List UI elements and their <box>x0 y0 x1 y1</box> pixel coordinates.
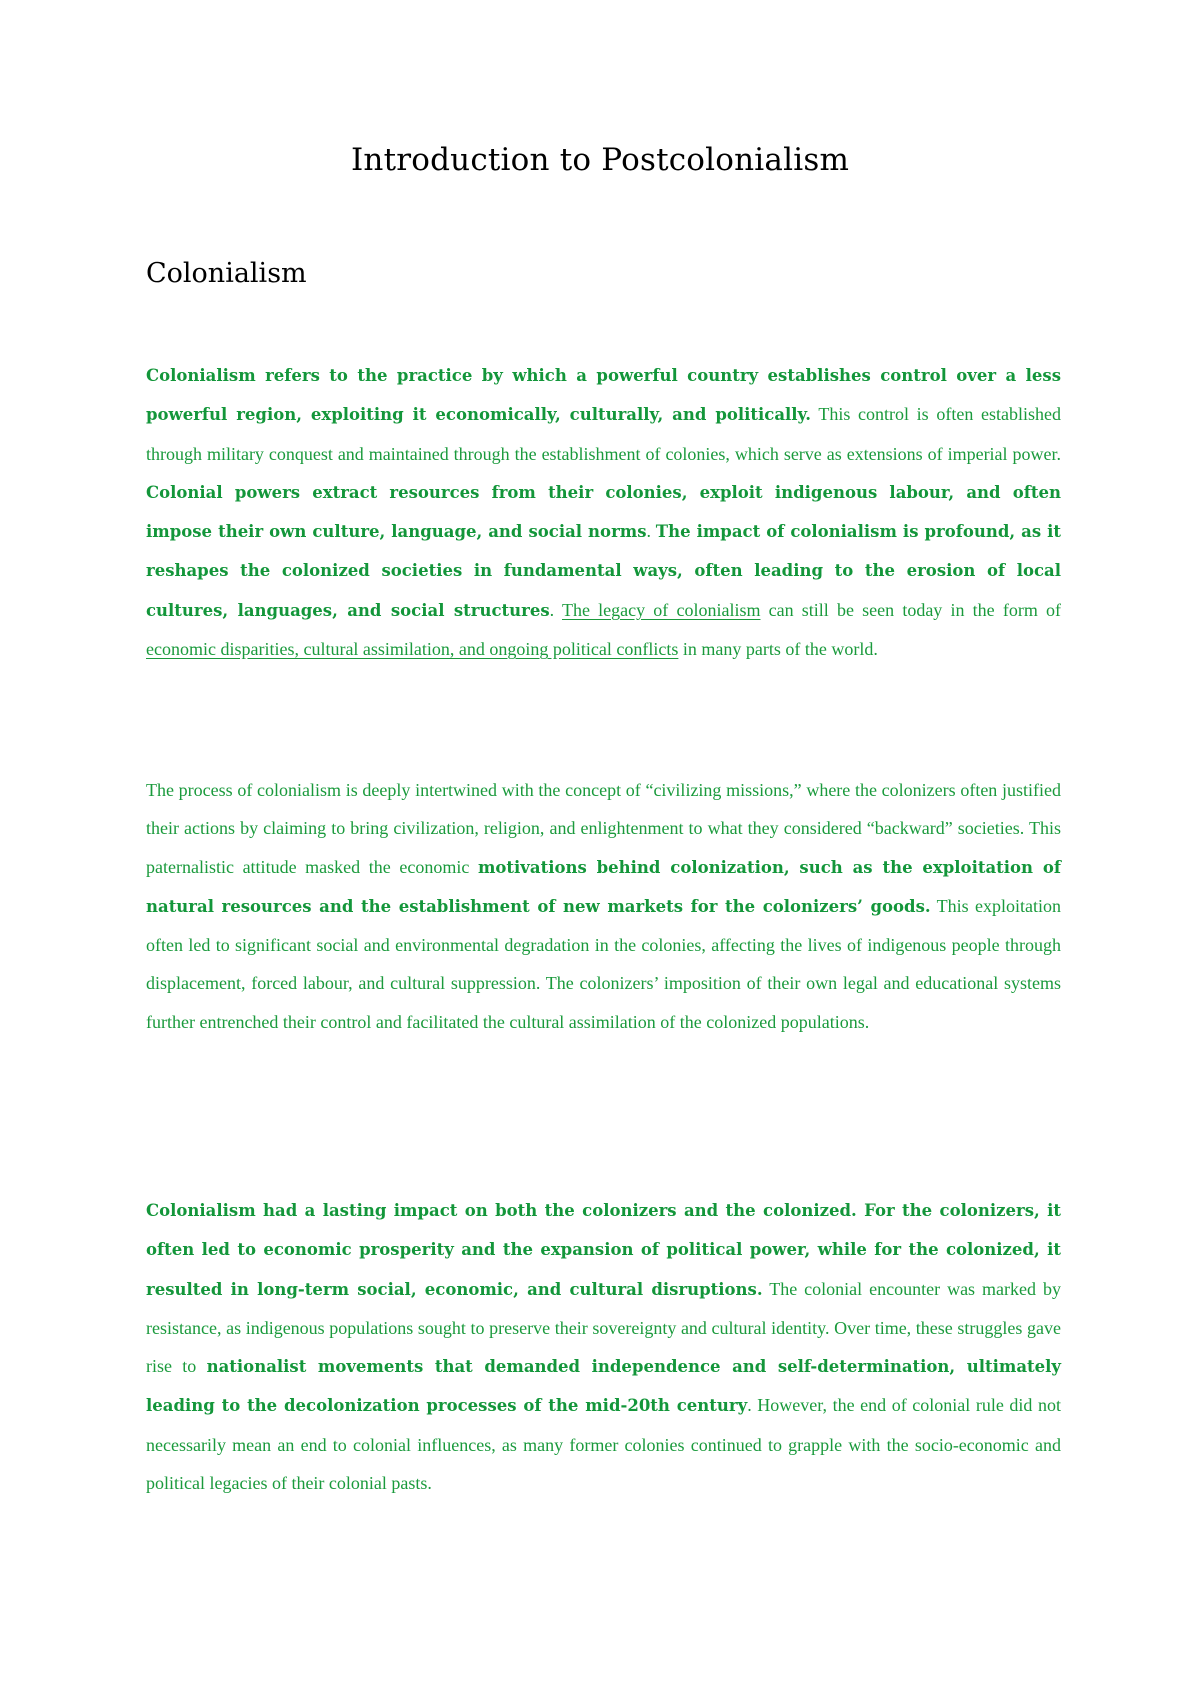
text-run: This control is often established through military conquest and maintained through the establishment of colonies, which serve as extensions of imperial power. <box>146 404 1061 464</box>
bold-text: Colonial powers extract resources from their colonies, exploit indigenous labour, and often impose their own culture, language, and social norms <box>146 482 1061 542</box>
text-run: can still be seen today in the form of <box>760 599 1061 620</box>
text-run: The colonial encounter was marked by resistance, as indigenous populations sought to preserve their sovereignty and cultural identity. Over time, these struggles gave rise to <box>146 1278 1061 1377</box>
text-run: This exploitation often led to significant social and environmental degradation in the colonies, affecting the lives of indigenous people through displacement, forced labour, and cultural suppression. The colonizers’ imposition of their own legal and educational systems further entrenched their control and facilitated the cultural assimilation of the colonized populations. <box>146 895 1061 1032</box>
page-title: Introduction to Postcolonialism <box>350 142 850 178</box>
text-run: . <box>549 599 562 620</box>
section-heading: Colonialism <box>146 258 307 289</box>
text-run: in many parts of the world. <box>678 639 878 660</box>
paragraph <box>146 356 1061 668</box>
bold-text: The impact of colonialism is profound, as it reshapes the colonized societies in fundamental ways, often leading to the erosion of local cultures, languages, and social structures <box>146 522 1062 620</box>
bold-text: nationalist movements that demanded independence and self-determination, ultimately leading to the decolonization processes of the mid-20th century <box>146 1357 1061 1416</box>
underlined-text: economic disparities, cultural assimilation, and ongoing political conflicts <box>146 639 679 660</box>
text-run: . <box>646 521 656 542</box>
paragraph <box>146 1191 1061 1502</box>
bold-text: Colonialism had a lasting impact on both the colonizers and the colonized. For the colonizers, it often led to economic prosperity and the expansion of political power, while for the colonized, it resulted in long-term social, economic, and cultural disruptions. <box>146 1201 1061 1299</box>
text-run: The process of colonialism is deeply intertwined with the concept of “civilizing missions,” where the colonizers often justified their actions by claiming to bring civilization, religion, and enlightenment to what they considered “backward” societies. This paternalistic attitude masked the economic <box>146 780 1061 877</box>
bold-text: Colonialism refers to the practice by which a powerful country establishes control over a less powerful region, exploiting it economically, culturally, and politically. <box>146 366 1061 425</box>
bold-text: motivations behind colonization, such as the exploitation of natural resources and the establishment of new markets for the colonizers’ goods. <box>146 857 1061 916</box>
underlined-text: The legacy of colonialism <box>562 599 761 620</box>
paragraph <box>146 771 1061 1041</box>
text-run: . However, the end of colonial rule did not necessarily mean an end to colonial influences, as many former colonies continued to grapple with the socio-economic and political legacies of their colonial pasts. <box>146 1395 1061 1494</box>
